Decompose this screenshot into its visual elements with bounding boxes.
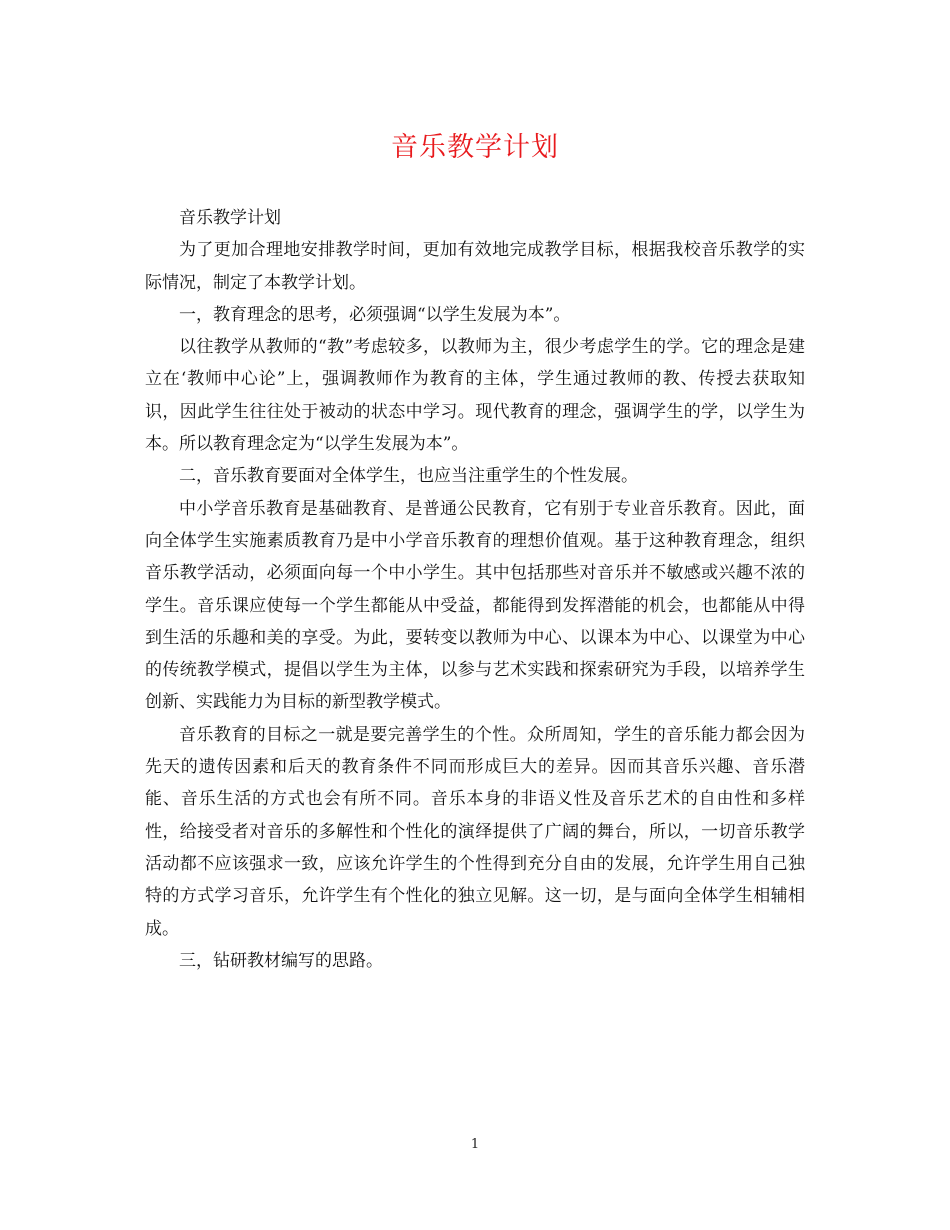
paragraph: 中小学音乐教育是基础教育、是普通公民教育，它有别于专业音乐教育。因此，面向全体学生实施素质教育乃是中小学音乐教育的理想价值观。基于这种教育理念，组织音乐教学活动，必须面向每一个中小学生。其中包括那些对音乐并不敏感或兴趣不浓的学生。音乐课应使每一个学生都能从中受益，都能得到发挥潜能的机会，也都能从中得到生活的乐趣和美的享受。为此，要转变以教师为中心、以课本为中心、以课堂为中心的传统教学模式，提倡以学生为主体，以参与艺术实践和探索研究为手段，以培养学生创新、实践能力为目标的新型教学模式。 bbox=[145, 498, 805, 713]
paragraph: 以往教学从教师的“教”考虑较多，以教师为主，很少考虑学生的学。它的理念是建立在‘教师中心论”上，强调教师作为教育的主体，学生通过教师的教、传授去获取知识，因此学生往往处于被动的状态中学习。现代教育的理念，强调学生的学，以学生为本。所以教育理念定为“以学生发展为本”。 bbox=[145, 337, 805, 455]
page-number: 1 bbox=[470, 1137, 480, 1152]
paragraph: 为了更加合理地安排教学时间，更加有效地完成教学目标，根据我校音乐教学的实际情况，制定了本教学计划。 bbox=[145, 240, 805, 293]
paragraph: 音乐教育的目标之一就是要完善学生的个性。众所周知，学生的音乐能力都会因为先天的遗传因素和后天的教育条件不同而形成巨大的差异。因而其音乐兴趣、音乐潜能、音乐生活的方式也会有所不同。音乐本身的非语义性及音乐艺术的自由性和多样性，给接受者对音乐的多解性和个性化的演绎提供了广阔的舞台，所以，一切音乐教学活动都不应该强求一致，应该允许学生的个性得到充分自由的发展，允许学生用自己独特的方式学习音乐，允许学生有个性化的独立见解。这一切，是与面向全体学生相辅相成。 bbox=[145, 724, 805, 939]
paragraph: 音乐教学计划 bbox=[179, 208, 281, 228]
paragraph: 二，音乐教育要面对全体学生，也应当注重学生的个性发展。 bbox=[179, 466, 638, 487]
paragraph: 一，教育理念的思考，必须强调“以学生发展为本”。 bbox=[179, 304, 571, 325]
document-body bbox=[145, 202, 805, 977]
document-title: 音乐教学计划 bbox=[391, 132, 559, 163]
paragraph: 三，钻研教材编写的思路。 bbox=[179, 950, 383, 971]
